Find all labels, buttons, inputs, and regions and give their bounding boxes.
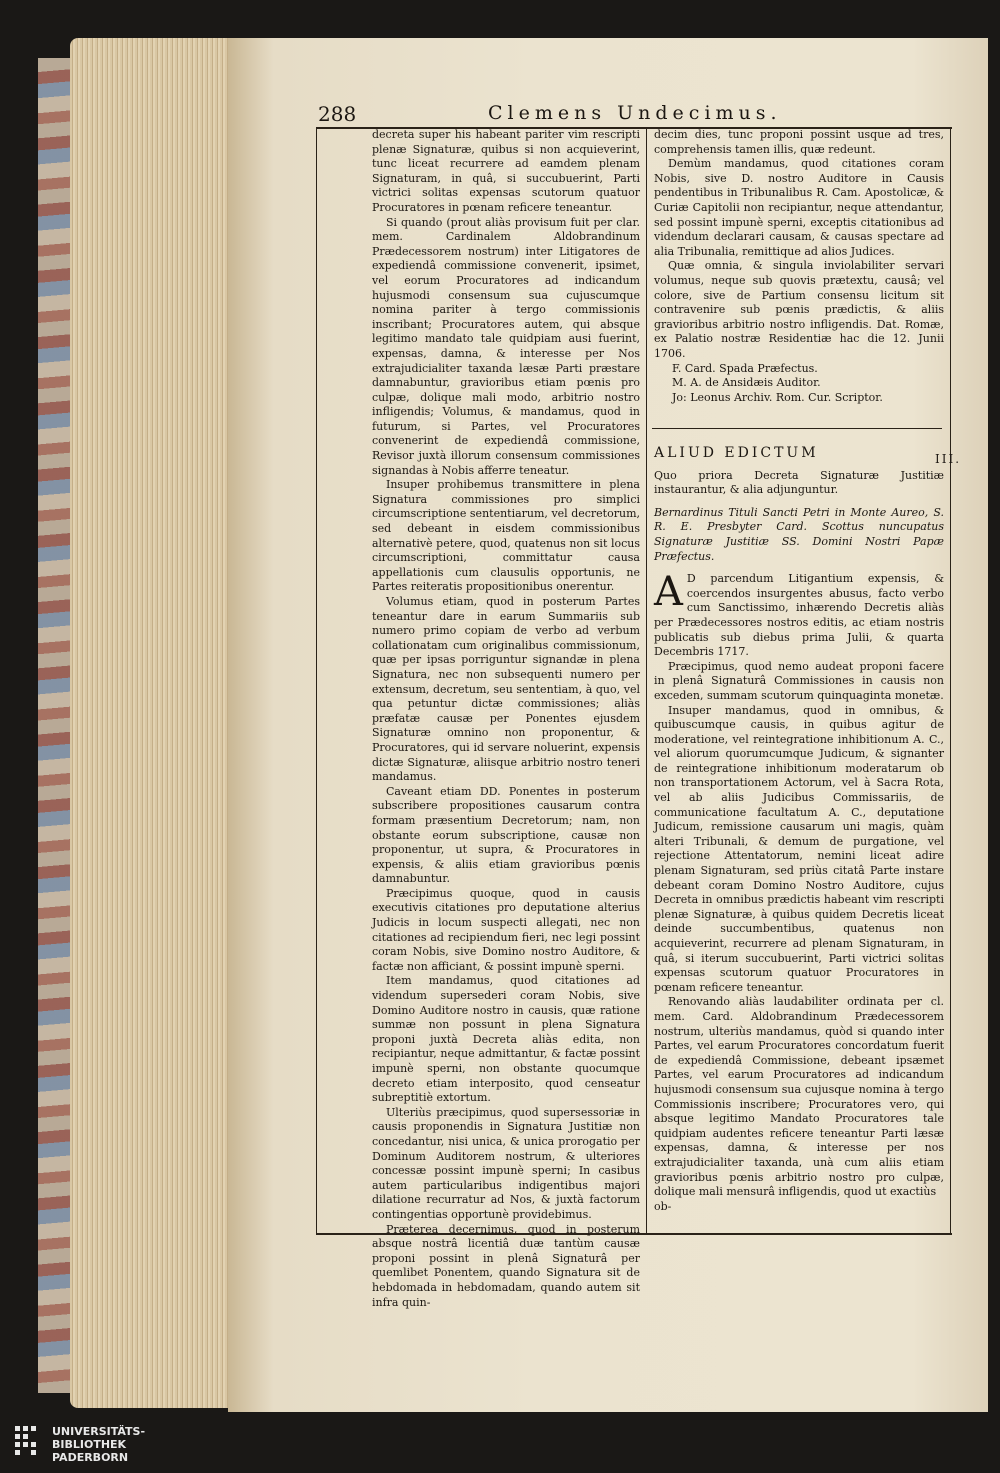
first-paragraph-text: D parcendum Litigantium expensis, & coercendos insurgentes abusus, facto verbo cum Sanctissimo, inhærendo Decretis aliàs per Prædecessores nostros editis, ac etiam nostris publicatis sub diebus prima Julii, & quarta Decembris 1717. bbox=[654, 572, 944, 659]
library-line-1: UNIVERSITÄTS- bbox=[52, 1425, 146, 1438]
edict-author: Bernardinus Tituli Sancti Petri in Monte Aureo, S. R. E. Presbyter Card. Scottus nuncupatus Signaturæ Justitiæ SS. Domini Nostri Papæ Præfectus. bbox=[654, 505, 944, 563]
paragraph: Si quando (prout aliàs provisum fuit per clar. mem. Cardinalem Aldobrandinum Prædecessorem nostrum) inter Litigatores de expediendâ commissione convenerit, ipsimet, vel eorum Procuratores ad indicandum hujusmodi consensum sua cujuscumque nomina pariter à tergo commissionis inscribant; Procuratores autem, qui absque legitimo mandato tale quidpiam ausi fuerint, expensas, damna, & interesse per Nos extrajudicialiter taxanda læsæ Parti præstare damnabuntur, gravioribus etiam pœnis pro culpæ, dolique mali modo, arbitrio nostro infligendis; Volumus, & mandamus, quod in futurum, si Partes, vel Procuratores convenerint de expediendâ commissione, Revisor juxtà illorum consensum commissiones signandas à Nobis afferre teneatur. bbox=[372, 215, 640, 477]
paragraph: decreta super his habeant pariter vim rescripti plenæ Signaturæ, quibus si non acquieverint, tunc liceat recurrere ad eamdem plenam Signaturam, in quâ, si succubuerint, Parti victrici solitas expensas scutorum quatuor Procuratores in pœnam reficere teneantur. bbox=[372, 128, 640, 214]
edict-heading: ALIUD EDICTUM bbox=[654, 445, 819, 461]
edict-first-paragraph bbox=[654, 569, 944, 660]
signature-line: F. Card. Spada Præfectus. bbox=[672, 361, 818, 375]
library-logo-icon bbox=[12, 1423, 46, 1463]
paragraph: Insuper mandamus, quod in omnibus, & quibuscumque causis, in quibus agitur de moderatione, vel reintegratione inhibitionum A. C., vel aliorum quorumcumque Judicum, & signanter de reintegratione inhibitionum moderatarum ob non transportationem Actorum, vel à Sacra Rota, vel ab aliis Judicibus Commissariis, de communicatione facultatum A. C., deputatione Judicum, remissione causarum uni magis, quàm alteri Tribunali, & demum de purgatione, vel rejectione Attentatorum, nemini liceat adire plenam Signaturam, sed priùs citatâ Parte instare debeant coram Domino Nostro Auditore, cujus Decreta in omnibus prædictis habeant vim rescripti plenæ Signaturæ, à quibus quidem Decretis liceat deinde succumbentibus, quatenus non acquieverint, recurrere ad plenam Signaturam, in quâ, si iterum succubuerint, Parti victrici solitas expensas scutorum quatuor Procuratores in pœnam reficere teneantur. bbox=[654, 703, 944, 994]
running-title: Clemens Undecimus. bbox=[488, 102, 782, 124]
left-column bbox=[372, 128, 640, 1310]
drop-cap: A bbox=[654, 569, 683, 616]
paragraph: Volumus etiam, quod in posterum Partes teneantur dare in earum Summariis sub numero primo copiam de verbo ad verbum collationatam cum originalibus commissionum, quæ per ipsas porriguntur signandæ in plena Signatura, nec non subsequenti numero per extensum, decretum, seu sententiam, à quo, vel qua petuntur dictæ commissiones; aliàs præfatæ causæ per Ponentes ejusdem Signaturæ omnino non proponentur, & Procuratores, qui id servare noluerint, expensis dictæ Signaturæ, aliisque arbitrio nostro teneri mandamus. bbox=[372, 595, 640, 784]
paragraph: Præterea decernimus, quod in posterum absque nostrâ licentiâ duæ tantùm causæ proponi possint in plenâ Signaturâ per quemlibet Ponentem, quando Signatura sit de hebdomada in hebdomadam, quando autem sit infra quin- bbox=[372, 1222, 640, 1309]
signature-line: Jo: Leonus Archiv. Rom. Cur. Scriptor. bbox=[672, 390, 883, 404]
paragraph: Item mandamus, quod citationes ad videndum supersederi coram Nobis, sive Domino Auditore nostro in causis, quæ ratione summæ non possunt in plena Signatura proponi juxtà Decreta aliàs edita, non recipiantur, neque admittantur, & factæ possint impunè sperni, non obstante quocumque decreto etiam interposito, quod censeatur subreptitiè extortum. bbox=[372, 974, 640, 1105]
page-edges bbox=[70, 38, 235, 1408]
signature-line: M. A. de Ansidæis Auditor. bbox=[672, 376, 821, 390]
paragraph: Ulteriùs præcipimus, quod supersessoriæ in causis proponendis in Signatura Justitiæ non concedantur, nisi unica, & unica prorogatio per Dominum Auditorem nostrum, & ulteriores concessæ possint impunè sperni; In casibus autem particularibus indigentibus majori dilatione recurratur ad Nos, & juxtà factorum contingentias opportunè providebimus. bbox=[372, 1105, 640, 1221]
library-name bbox=[52, 1425, 145, 1464]
edict-subtitle: Quo priora Decreta Signaturæ Justitiæ instaurantur, & alia adjunguntur. bbox=[654, 468, 944, 497]
page-number: 288 bbox=[318, 102, 357, 126]
paragraph: Quæ omnia, & singula inviolabiliter servari volumus, neque sub quovis prætextu, causâ; vel colore, sive de Partium consensu licitum sit contravenire sub pœnis prædictis, & aliis gravioribus arbitrio nostro infligendis. Dat. Romæ, ex Palatio nostræ Residentiæ hac die 12. Junii 1706. bbox=[654, 259, 944, 360]
paragraph: Præcipimus quoque, quod in causis executivis citationes pro deputatione alterius Judicis in locum suspecti allegati, nec non citationes ad recipiendum fieri, nec legi possint coram Nobis, sive Domino nostro Auditore, & factæ non afficiant, & possint impunè sperni. bbox=[372, 886, 640, 973]
right-frame-rule bbox=[950, 129, 951, 1233]
paragraph: decim dies, tunc proponi possint usque ad tres, comprehensis tamen illis, quæ redeunt. bbox=[654, 128, 944, 156]
paragraph: Demùm mandamus, quod citationes coram Nobis, sive D. nostro Auditore in Causis pendentibus in Tribunalibus R. Cam. Apostolicæ, & Curiæ Capitolii non recipiantur, neque attendantur, sed possint impunè sperni, exceptis citationibus ad videndum declarari causam, & causas spectare ad alia Tribunalia, remittique ad alios Judices. bbox=[654, 157, 944, 258]
paragraph: Præcipimus, quod nemo audeat proponi facere in plenâ Signaturâ Commissiones in causis non exceden, summam scutorum quinquaginta monetæ. bbox=[654, 659, 944, 702]
paragraph: Caveant etiam DD. Ponentes in posterum subscribere propositiones causarum contra formam præsentium Decretorum; nam, non obstante eorum subscriptione, causæ non proponentur, ut supra, & Procuratores in expensis, & aliis etiam gravioribus pœnis damnabuntur. bbox=[372, 784, 640, 886]
margin-number: III. bbox=[935, 452, 962, 466]
library-line-3: PADERBORN bbox=[52, 1451, 129, 1464]
edict-separator bbox=[652, 428, 942, 429]
paragraph: Insuper prohibemus transmittere in plena Signatura commissiones pro simplici circumscriptione sententiarum, vel decretorum, sed debeant in eisdem commissionibus alternativè petere, quod, quatenus non sit locus circumscriptioni, committatur causa appellationis cum clausulis opportunis, ne Partes reiteratis propositionibus onerentur. bbox=[372, 478, 640, 594]
column-rule bbox=[646, 129, 647, 1233]
right-column-top bbox=[654, 128, 944, 405]
page-header bbox=[318, 102, 948, 126]
aliud-edictum bbox=[654, 446, 944, 1214]
catchword: ob- bbox=[654, 1199, 672, 1213]
library-line-2: BIBLIOTHEK bbox=[52, 1438, 127, 1451]
signatures bbox=[654, 362, 944, 406]
paragraph: Renovando aliàs laudabiliter ordinata per cl. mem. Card. Aldobrandinum Prædecessorem nostrum, ulteriùs mandamus, quòd si quando inter Partes, vel earum Procuratores concordatum fuerit de expediendâ Commissione, debeant ipsæmet Partes, vel earum Procuratores ad indicandum hujusmodi consensum sua cujusque nomina à tergo Commissionis inscribere; Procuratores vero, qui absque legitimo Mandato Procuratores tale quidpiam audentes reficere teneantur Parti læsæ expensas, damna, & interesse per nos extrajudicialiter taxanda, unà cum aliis etiam gravioribus pœnis arbitrio nostro pro culpæ, dolique mali mensurâ infligendis, quod ut exactiùs bbox=[654, 995, 944, 1199]
left-frame-rule bbox=[316, 129, 317, 1233]
